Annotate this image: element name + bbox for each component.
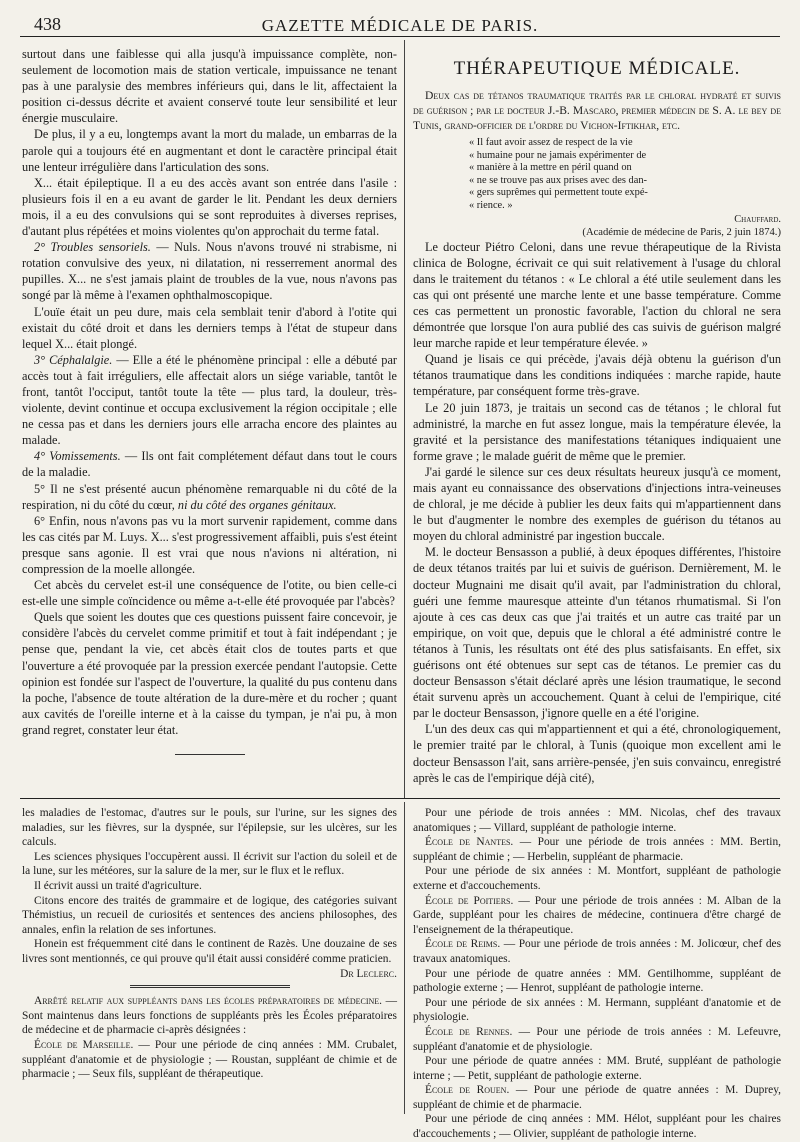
school-text: — Pour une période de trois années : MM. Bertin, suppléant de chimie ; — Herbelin, suppléant de pharmacie.	[413, 836, 781, 863]
section-title: THÉRAPEUTIQUE MÉDICALE.	[453, 58, 741, 79]
paragraph: L'un des deux cas qui m'appartiennent et qui a été, chronologiquement, le premier traité par le chloral, à Tunis (quoique mon excellent ami le docteur Bensasson l'ait, sans arrière-pensée, j'en suis convaincu, enregistré après le cas de l'empirique déjà cité),	[413, 722, 781, 785]
paragraph: J'ai gardé le silence sur ces deux résultats heureux jusqu'à ce moment, mais ayant eu connaissance des observations d'injections intra-veineuses de chloral, je me décide à publier les deux faits qui m'appartiennent dans le but d'augmenter le nombre des exemples de guérison du tétanos au moyen du chloral administré par ingestion buccale.	[413, 464, 781, 544]
school-name: École de Reims.	[425, 938, 501, 951]
notice-text: — Sont maintenus dans leurs fonctions de suppléants près les Écoles préparatoires de médecine et de pharmacie ci-après désignées :	[22, 995, 397, 1037]
paragraph-vomiting	[22, 448, 397, 480]
paragraph: Quand je lisais ce qui précède, j'avais déjà obtenu la guérison d'un tétanos traumatique dans les conditions indiquées : marche rapide, haute température, par conséquent forme très-grave.	[413, 352, 781, 399]
paragraph: Pour une période de quatre années : MM. Bruté, suppléant de pathologie interne ; — Petit, suppléant de pathologie externe.	[413, 1055, 781, 1082]
paragraph: Pour une période de six années : M. Montfort, suppléant de pathologie externe et d'accouchements.	[413, 865, 781, 892]
paragraph: Pour une période de six années : M. Hermann, suppléant d'anatomie et de physiologie.	[413, 996, 781, 1024]
school-entry-nantes	[413, 835, 781, 864]
epigraph-line: « Il faut avoir assez de respect de la vie	[469, 137, 633, 148]
paragraph-respiration	[22, 481, 397, 513]
paragraph: Il écrivit aussi un traité d'agriculture.	[34, 879, 202, 892]
item-text: — Elle a été le phénomène principal : elle a débuté par accès tout à fait irréguliers, elle affectait alors un siége variable, tantôt le front, tantôt l'occiput, tantôt toute la tête — plus tard, la douleur, très-violente, devint continue et occupa exclusivement la région occipitale ; elle ne cessa pas et dans les derniers jours elle arracha encore des plaintes au malade.	[22, 352, 397, 448]
school-name: École de Rouen.	[425, 1084, 510, 1097]
author-signature: Dr Leclerc.	[340, 967, 397, 980]
item-text: — Nuls. Nous n'avons trouvé ni strabisme, ni rotation convulsive des yeux, ni dilatation, ni resserrement anormal des pupilles. X... ne s'est jamais plaint de troubles de la vue, nous n'avons pas songé par là même à l'examen ophthalmoscopique.	[22, 240, 397, 303]
paragraph: Les sciences physiques l'occupèrent aussi. Il écrivit sur l'action du soleil et de la lune, sur les météores, sur la salure de la mer, sur le flux et le reflux.	[22, 850, 397, 878]
epigraph-reference: (Académie de médecine de Paris, 2 juin 1874.)	[582, 226, 781, 238]
paragraph: L'ouïe était un peu dure, mais cela semblait tenir d'abord à l'otite qui existait du côté droit et dans les derniers temps à l'état de stupeur dans lequel X... était plongé.	[22, 304, 397, 351]
paragraph: X... était épileptique. Il a eu des accès avant son entrée dans l'asile : plusieurs fois il en a eu avant de garder le lit. Pendant les deux derniers mois, il a eu des convulsions qui se sont reproduites à diverses reprises, d'autant plus répétées et moins violentes qu'on approchait du terme fatal.	[22, 175, 397, 239]
section-end-rule	[175, 754, 245, 755]
paragraph: Honein est fréquemment cité dans le continent de Razès. Une douzaine de ses livres sont mentionnés, ce qui prouve qu'il était aussi considéré comme praticien.	[22, 938, 397, 965]
school-text: — Pour une période de cinq années : MM. Crubalet, suppléant d'anatomie et de physiologie ; — Roustan, suppléant de chimie et de pharmacie ; — Seux fils, suppléant de thérapeutique.	[22, 1038, 397, 1081]
left-column	[22, 46, 397, 771]
school-name: École de Rennes.	[425, 1025, 513, 1038]
item-label: 2° Troubles sensoriels.	[34, 240, 151, 255]
item-italic: ni du côté des organes génitaux.	[177, 497, 337, 512]
epigraph-author: Chauffard.	[734, 213, 781, 225]
school-entry-reims	[413, 937, 781, 966]
school-name: École de Marseille.	[34, 1038, 134, 1051]
paragraph: M. le docteur Bensasson a publié, à deux époques différentes, l'histoire de deux tétanos traités par lui et suivis de guérison. Dernièrement, M. le docteur Mugnaini me disait qu'il avait, par l'administration du chloral, guéri une femme mauresque atteinte d'un tétanos rhumatismal. Si l'on ajoute à ces cas deux cas que j'ai traités et un autre cas traité par un empirique, on voit que, depuis que le chloral a été administré contre le tétanos à Tunis, les résultats ont été des plus satisfaisants. En effet, six guérisons ont été obtenues sur sept cas de tétanos. Le premier cas du docteur Bensasson s'était déclaré après une lésion traumatique, le second était survenu après un accouchement. Quant à celui de l'empirique, cité par le docteur Bensasson, j'ignore quelle en a été l'origine.	[413, 545, 781, 721]
item-text: 5° Il ne s'est présenté aucun phénomène remarquable ni du côté de la respiration, ni du côté du cœur,	[22, 481, 397, 512]
school-name: École de Poitiers.	[425, 894, 514, 907]
bottom-column-divider	[404, 802, 405, 1114]
paragraph: les maladies de l'estomac, d'autres sur le pouls, sur l'urine, sur les signes des maladies, sur les fièvres, sur la dyspnée, sur l'épilepsie, sur les ulcères, sur les calculs.	[22, 807, 397, 849]
epigraph-line: « ne se trouve pas aux prises avec des dan-	[469, 174, 648, 186]
article-heading: Deux cas de tétanos traumatique traités par le chloral hydraté et suivis de guérison ; par le docteur J.-B. Mascaro, premier médecin de S. A. le bey de Tunis, grand-officier de l'ordre du Vichon-Iftikhar, etc.	[413, 89, 781, 132]
bottom-right-column	[413, 806, 781, 1142]
page-number: 438	[34, 14, 61, 34]
double-rule	[130, 985, 290, 988]
notice-paragraph	[22, 994, 397, 1038]
paragraph: Pour une période de cinq années : MM. Hélot, suppléant pour les chaires d'accouchements ; — Olivier, suppléant de pathologie interne.	[413, 1113, 781, 1141]
school-text: — Pour une période de trois années : M. Jolicœur, chef des travaux anatomiques.	[413, 938, 782, 965]
school-entry-rennes	[413, 1025, 781, 1054]
page-header	[20, 10, 780, 36]
epigraph-line: « rience. »	[469, 199, 513, 211]
paragraph: Citons encore des traités de grammaire et de logique, des catégories suivant Thémistius, un recueil de curiosités et sentences des anciens philosophes, des annales, enfin la relation de ses infortunes.	[22, 894, 397, 936]
paragraph: Le 20 juin 1873, je traitais un second cas de tétanos ; le chloral fut administré, la marche en fut assez longue, mais la température élevée, la gravité et la persistance des manifestations tétaniques indiquaient une forme grave ; le malade guérit de même que le premier.	[413, 400, 781, 463]
paragraph: Quels que soient les doutes que ces questions puissent faire concevoir, je considère l'abcès du cervelet comme primitif et tout à fait indépendant ; je pense que, pendant la vie, cet abcès était clos de toutes parts et que l'ouverture a été provoquée par la pression exercée pendant l'autopsie. Cette opinion est fondée sur l'aspect de l'ouverture, la qualité du pus contenu dans la poche, l'absence de toute altération de la dure-mère et du rocher ; quant aux cavités de l'oreille interne et à la caisse du tympan, je n'ai pu, à mon grand regret, constater leur état.	[22, 610, 397, 737]
school-text: — Pour une période de trois années : M. Lefeuvre, suppléant d'anatomie et de physiologie.	[413, 1025, 781, 1053]
feuilleton-rule	[20, 798, 780, 799]
item-text: — Ils ont fait complétement défaut dans tout le cours de la maladie.	[22, 449, 398, 480]
school-name: École de Nantes.	[425, 836, 514, 849]
paragraph: surtout dans une faiblesse qui alla jusqu'à impuissance complète, non-seulement de locomotion mais de station verticale, impuissance ne tenant pas à une paralysie des membres inférieurs qui, dans le lit, affectaient la position ci-dessus décrite et avaient conservé toute leur sensibilité et leur énergie musculaire.	[22, 47, 397, 126]
paragraph: 6° Enfin, nous n'avons pas vu la mort survenir rapidement, comme dans les cas cités par M. Luys. X... s'est progressivement affaibli, puis s'est éteint presque sans agonie. Il est vrai que nous n'avions ni altération, ni compression de la moelle allongée.	[22, 513, 397, 576]
school-text: — Pour une période de quatre années : M. Duprey, suppléant de chimie et de pharmacie.	[413, 1084, 781, 1111]
school-entry-marseille	[22, 1038, 397, 1082]
header-rule	[20, 36, 780, 37]
paragraph: Pour une période de trois années : MM. Nicolas, chef des travaux anatomiques ; — Villard, suppléant de pathologie interne.	[413, 807, 781, 834]
epigraph-line: « manière à la mettre en péril quand on	[469, 162, 632, 174]
bottom-left-column	[22, 806, 397, 1082]
journal-title: GAZETTE MÉDICALE DE PARIS.	[261, 16, 539, 35]
paragraph: Cet abcès du cervelet est-il une conséquence de l'otite, ou bien celle-ci est-elle une simple coïncidence ou même a-t-elle été provoquée par l'abcès?	[22, 578, 397, 609]
school-entry-poitiers	[413, 894, 781, 938]
paragraph: Pour une période de quatre années : MM. Gentilhomme, suppléant de pathologie externe ; — Henrot, suppléant de pathologie interne.	[413, 967, 781, 995]
paragraph: Le docteur Piétro Celoni, dans une revue thérapeutique de la Rivista clinica de Bologne, écrivait ce qui suit relativement à l'usage du chloral dans le traitement du tétanos : « Le chloral a été utile seulement dans les cas qui ont présenté une marche lente et une basse température. Comme ces cas permettent un pronostic favorable, l'action du chloral ne sera démontrée que lorsque l'on aura publié des cas suivis de guérison malgré leur marche rapide et leur température élevée. »	[413, 239, 781, 351]
column-divider	[404, 40, 405, 798]
paragraph: De plus, il y a eu, longtemps avant la mort du malade, un embarras de la parole qui a toujours été en augmentant et dont le caractère principal était une lenteur irrégulière dans l'articulation des sons.	[22, 127, 397, 174]
epigraph-line: « humaine pour ne jamais expérimenter de	[469, 149, 647, 161]
epigraph-line: « gers suprêmes qui permettent toute expé-	[469, 187, 648, 199]
notice-heading: Arrêté relatif aux suppléants dans les écoles préparatoires de médecine.	[34, 995, 383, 1008]
item-label: 4° Vomissements.	[34, 449, 121, 464]
paragraph-sensory	[22, 239, 397, 303]
paragraph-headache	[22, 352, 397, 449]
epigraph	[469, 137, 773, 213]
school-entry-rouen	[413, 1083, 781, 1112]
right-column	[413, 46, 781, 786]
school-text: — Pour une période de trois années : M. Alban de la Garde, suppléant pour les chaires de médecine, continuera d'être chargé de l'enseignement de la thérapeutique.	[413, 894, 781, 936]
item-label: 3° Céphalalgie.	[34, 352, 113, 367]
